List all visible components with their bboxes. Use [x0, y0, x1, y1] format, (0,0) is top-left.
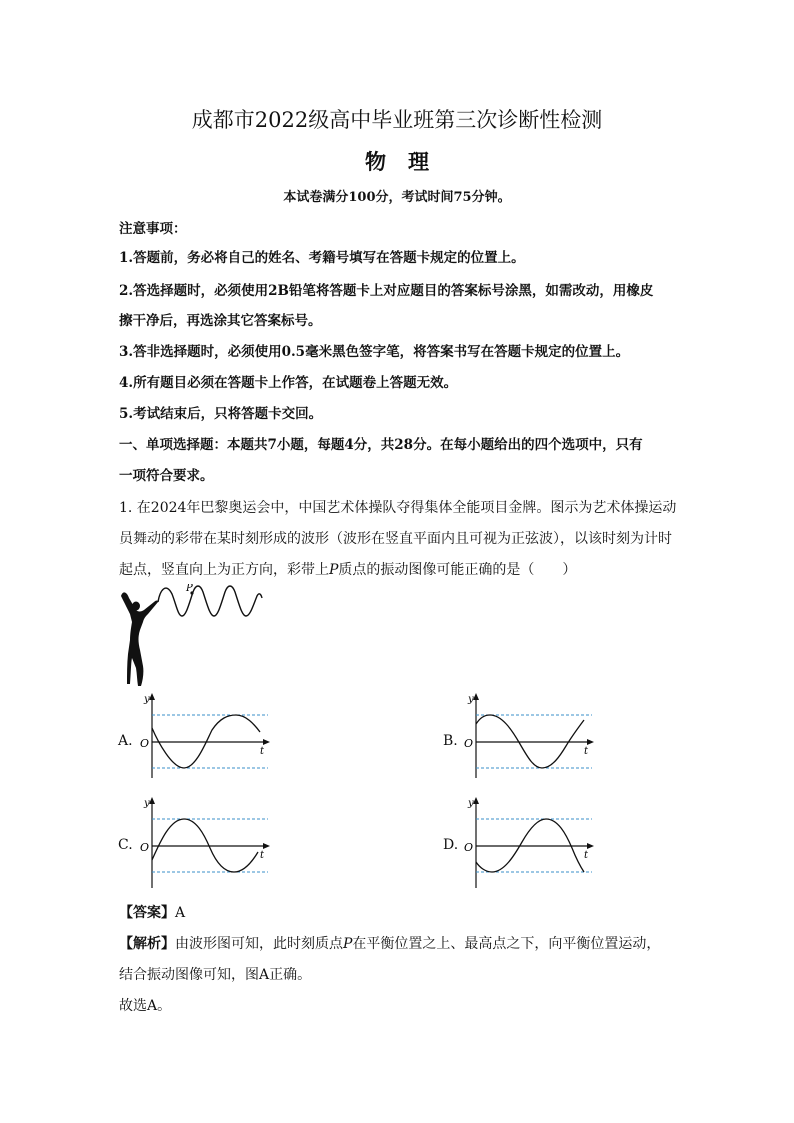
y-axis-label: y	[144, 798, 150, 809]
y-axis-label: y	[468, 798, 474, 809]
question-text: 起点，竖直向上为正方向，彩带上P质点的振动图像可能正确的是（ ）	[119, 562, 577, 578]
option-label-d: D.	[443, 837, 459, 853]
section-heading-cont: 一项符合要求。	[119, 468, 214, 484]
t-axis-arrow	[263, 843, 270, 849]
answer-line	[119, 903, 679, 923]
note-item: 5.考试结束后，只将答题卡交回。	[119, 406, 323, 422]
option-d-graph	[462, 794, 597, 890]
origin-label: O	[140, 841, 150, 854]
t-axis-label: t	[584, 850, 589, 861]
question-text: 员舞动的彩带在某时刻形成的波形（波形在竖直平面内且可视为正弦波），以该时刻为计时	[119, 531, 672, 547]
analysis-conclusion: 故选A。	[119, 998, 172, 1014]
y-axis-label: y	[144, 694, 150, 705]
option-b-graph	[462, 690, 597, 782]
note-item: 擦干净后，再选涂其它答案标号。	[119, 313, 322, 329]
answer-value: A	[175, 905, 186, 921]
note-item: 1.答题前，务必将自己的姓名、考籍号填写在答题卡规定的位置上。	[119, 250, 525, 266]
analysis-bracket: 【解析】	[119, 936, 175, 952]
gymnast-ribbon-figure	[116, 584, 271, 689]
point-p-label: P	[186, 584, 193, 594]
origin-label: O	[464, 841, 474, 854]
option-label-b: B.	[443, 733, 458, 749]
t-axis-arrow	[587, 739, 594, 745]
y-axis-label: y	[468, 694, 474, 705]
ribbon-wave	[158, 586, 262, 616]
t-axis-label: t	[260, 746, 265, 757]
y-axis-arrow	[473, 797, 479, 804]
note-item: 2.答选择题时，必须使用2B铅笔将答题卡上对应题目的答案标号涂黑，如需改动，用橡皮	[119, 283, 654, 299]
option-a-graph	[138, 690, 273, 782]
exam-meta: 本试卷满分100分，考试时间75分钟。	[283, 190, 511, 205]
notes-heading: 注意事项：	[119, 221, 187, 237]
option-label-c: C.	[118, 837, 133, 853]
exam-title: 成都市2022级高中毕业班第三次诊断性检测	[191, 108, 603, 132]
t-axis-label: t	[584, 746, 589, 757]
subject-title: 物理	[365, 149, 451, 174]
t-axis-arrow	[263, 739, 270, 745]
option-c-graph	[138, 794, 273, 890]
analysis-line: 【解析】由波形图可知，此时刻质点P在平衡位置之上、最高点之下，向平衡位置运动，	[119, 936, 661, 952]
origin-label: O	[140, 737, 150, 750]
y-axis-arrow	[473, 693, 479, 700]
t-axis-label: t	[260, 850, 265, 861]
option-label-a: A.	[118, 733, 133, 749]
note-item: 3.答非选择题时，必须使用0.5毫米黑色签字笔，将答案书写在答题卡规定的位置上。	[119, 344, 630, 360]
question-text: 1. 在2024年巴黎奥运会中，中国艺术体操队夺得集体全能项目金牌。图示为艺术体操运动	[119, 500, 677, 516]
section-heading: 一、单项选择题：本题共7小题，每题4分，共28分。在每小题给出的四个选项中，只有	[119, 437, 643, 453]
analysis-line: 结合振动图像可知，图A正确。	[119, 967, 312, 983]
t-axis-arrow	[587, 843, 594, 849]
answer-bracket: 【答案】	[119, 905, 175, 921]
note-item: 4.所有题目必须在答题卡上作答，在试题卷上答题无效。	[119, 375, 458, 391]
y-axis-arrow	[149, 693, 155, 700]
y-axis-arrow	[149, 797, 155, 804]
origin-label: O	[464, 737, 474, 750]
gymnast-silhouette	[121, 592, 158, 686]
